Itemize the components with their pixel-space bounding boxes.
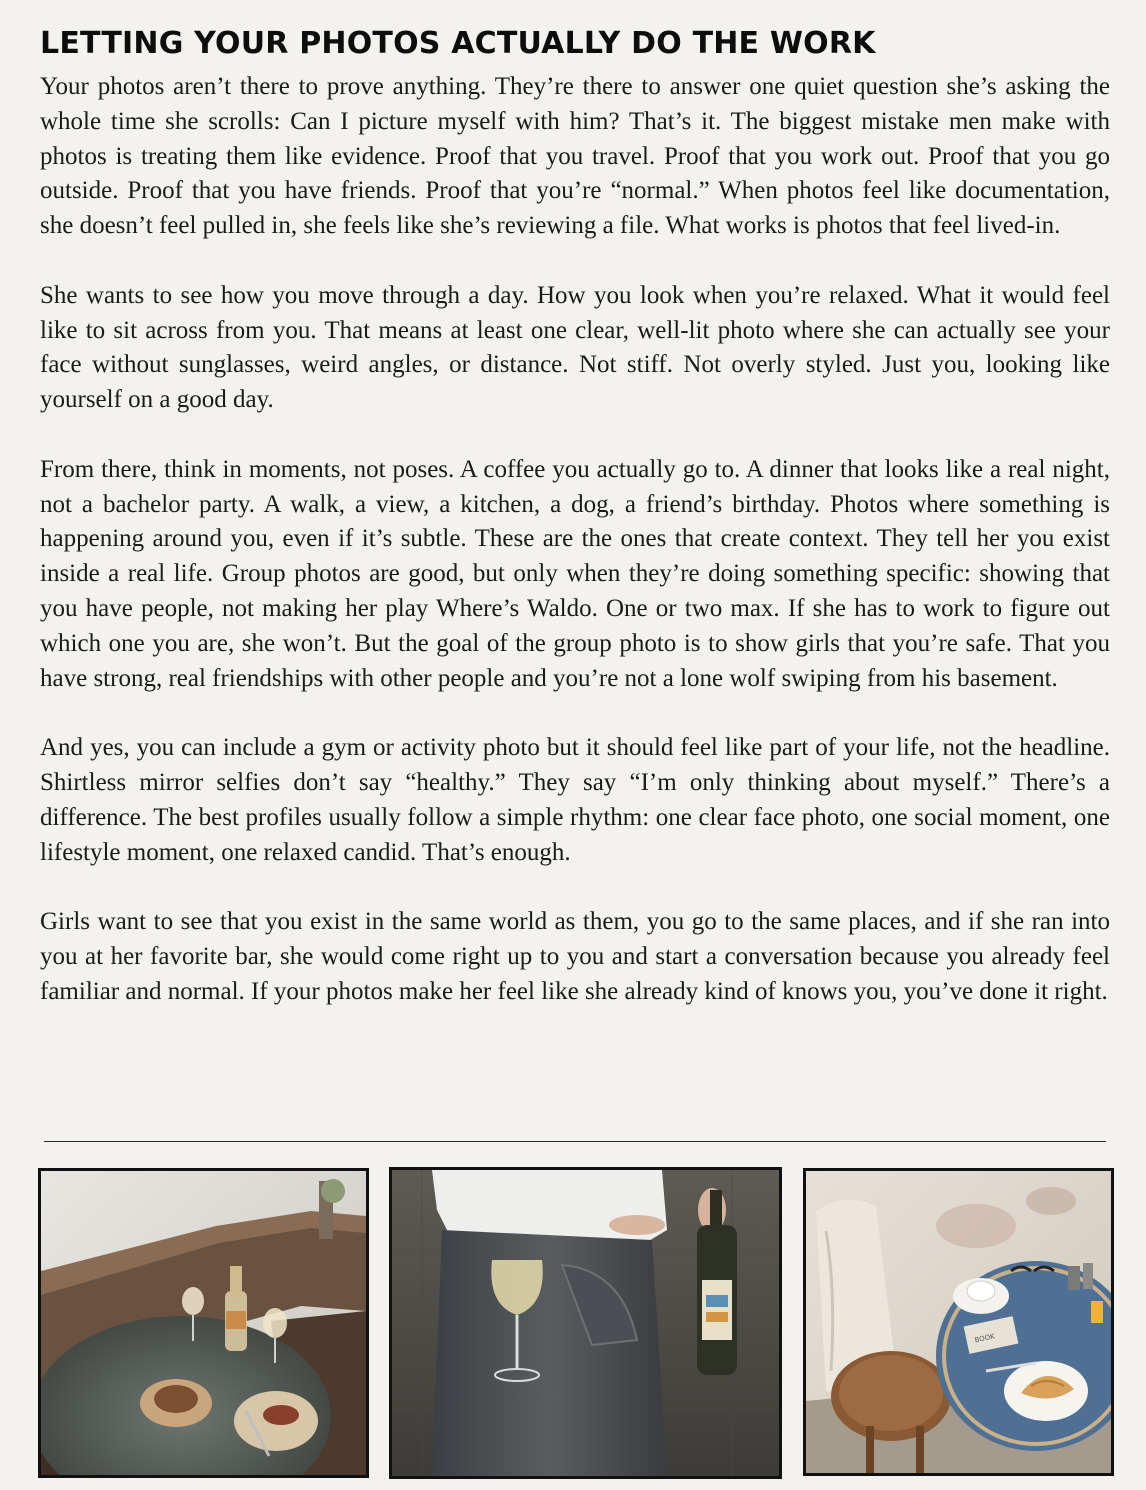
wine-glass-in-pocket-photo bbox=[389, 1167, 782, 1479]
paragraph-2: She wants to see how you move through a day. How you look when you’re relaxed. What it would feel like to sit across from you. That means at least one clear, well-lit photo where she can actually see your face without sunglasses, weird angles, or distance. Not stiff. Not overly styled. Just you, looking like yourself on a good day. bbox=[40, 281, 1110, 414]
wine-dinner-table-photo bbox=[38, 1168, 369, 1478]
cafe-croissant-table-image bbox=[806, 1171, 1111, 1473]
paragraph-3: From there, think in moments, not poses. A coffee you actually go to. A dinner that looks like a real night, not a bachelor party. A walk, a view, a kitchen, a dog, a friend’s birthday. Photos where something is happening around you, even if it’s subtle. These are the ones that create context. They tell her you exist inside a real life. Group photos are good, but only when they’re doing something specific: showing that you have people, not making her play Where’s Waldo. One or two max. If she has to work to figure out which one you are, she won’t. But the goal of the group photo is to show girls that you’re safe. That you have strong, real friendships with other people and you’re not a lone wolf swiping from his basement. bbox=[40, 455, 1110, 692]
paragraph-4: And yes, you can include a gym or activity photo but it should feel like part of your life, not the headline. Shirtless mirror selfies don’t say “healthy.” They say “I’m only thinking about myself.” There’s a difference. The best profiles usually follow a simple rhythm: one clear face photo, one social moment, one lifestyle moment, one relaxed candid. That’s enough. bbox=[40, 734, 1110, 866]
section-divider bbox=[44, 1141, 1106, 1142]
wine-glass-in-pocket-image bbox=[392, 1170, 779, 1476]
wine-dinner-table-image bbox=[41, 1171, 366, 1475]
article-title: LETTING YOUR PHOTOS ACTUALLY DO THE WORK bbox=[40, 26, 876, 61]
article bbox=[40, 22, 1110, 1010]
paragraph-1: Your photos aren’t there to prove anything. They’re there to answer one quiet question she’s asking the whole time she scrolls: Can I picture myself with him? That’s it. The biggest mistake men make with photos is treating them like evidence. Proof that you travel. Proof that you work out. Proof that you go outside. Proof that you have friends. Proof that you’re “normal.” When photos feel like documentation, she doesn’t feel pulled in, she feels like she’s reviewing a file. What works is photos that feel lived-in. bbox=[40, 73, 1110, 240]
book-cover-text: BOOK bbox=[973, 1332, 996, 1345]
paragraph-5: Girls want to see that you exist in the same world as them, you go to the same places, and if she ran into you at her favorite bar, she would come right up to you and start a conversation because you already feel familiar and normal. If your photos make her feel like she already kind of knows you, you’ve done it right. bbox=[40, 908, 1110, 1005]
cafe-croissant-table-photo bbox=[803, 1168, 1114, 1476]
